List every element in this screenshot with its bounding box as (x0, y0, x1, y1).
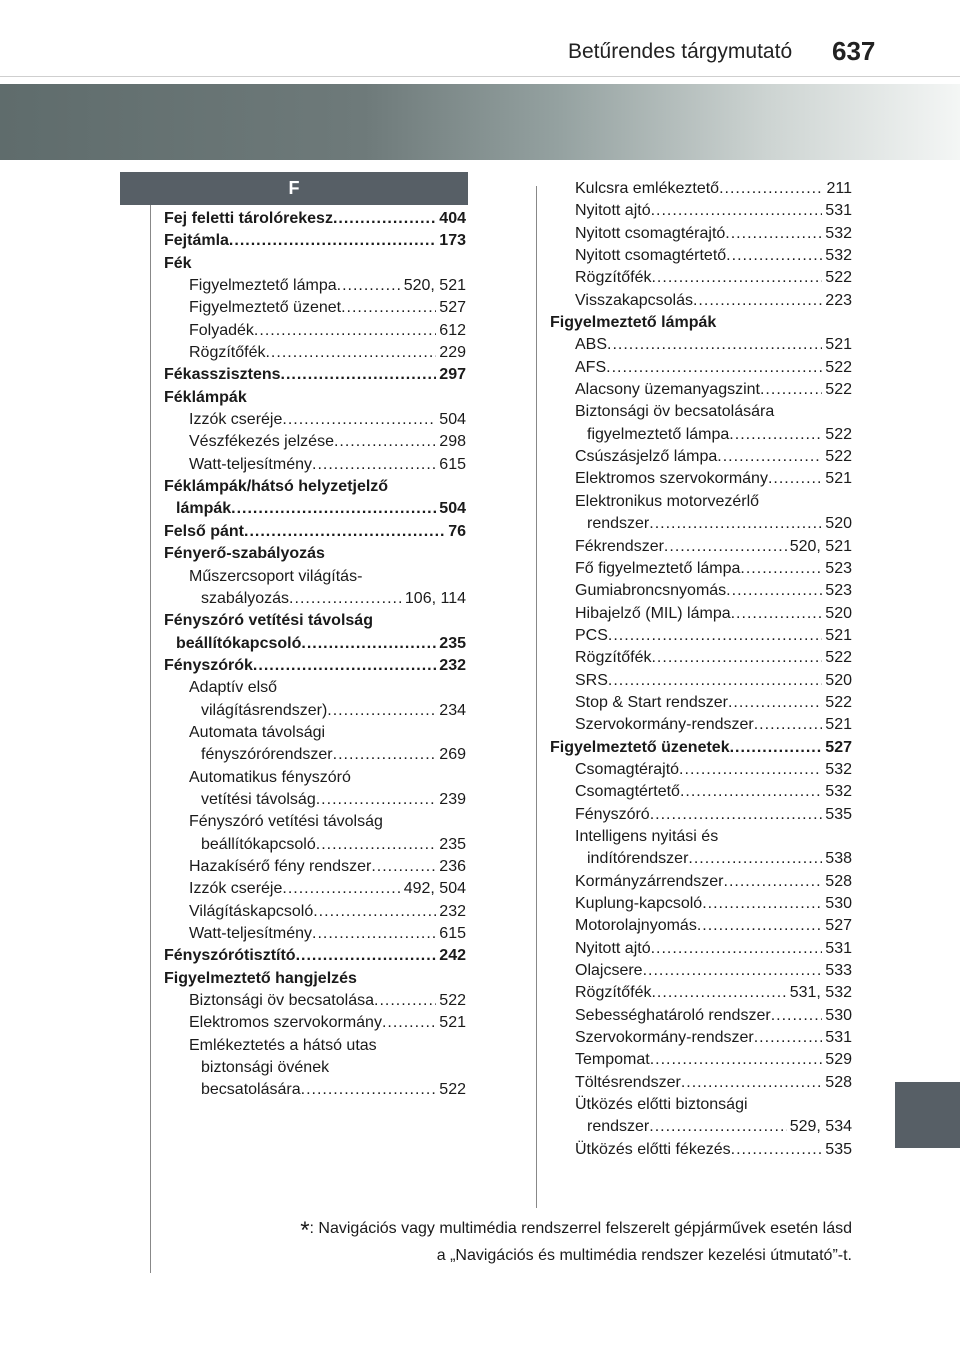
index-entry-page: 211 (823, 178, 852, 200)
index-entry-term: Biztonsági öv becsatolására (575, 403, 775, 421)
index-entry-term: Automatikus fényszóró (189, 768, 351, 786)
index-entry (164, 588, 466, 610)
index-entry-term: Hazakísérő fény rendszer ..... (189, 858, 466, 875)
index-entry-term: Rögzítőfék ..... (575, 649, 852, 666)
index-entry-page: 523 (822, 558, 852, 580)
index-entry-page: 229 (436, 342, 466, 364)
index-entry (164, 208, 466, 230)
index-entry (550, 1116, 852, 1138)
index-entry-page: 520 (822, 670, 852, 692)
index-entry-page: 528 (822, 871, 852, 893)
index-entry-term: Fékrendszer ..... (575, 538, 852, 555)
index-entry-page: 522 (822, 379, 852, 401)
index-entry (550, 759, 852, 781)
index-entry-term: Nyitott ajtó ..... (575, 202, 852, 219)
index-entry (164, 476, 466, 498)
index-entry-term: ABS ..... (575, 336, 852, 353)
index-entry (550, 468, 852, 490)
footnote-line-1 (300, 1217, 852, 1244)
index-entry-term: Gumiabroncsnyomás ..... (575, 582, 852, 599)
index-entry-term: rendszer ..... (587, 1118, 852, 1135)
index-entry (164, 610, 466, 632)
index-entry (550, 379, 852, 401)
index-entry-term: biztonsági övének (201, 1059, 330, 1077)
index-entry-term: Figyelmeztető üzenet ..... (189, 299, 466, 316)
index-entry (550, 781, 852, 803)
index-entry-term: Emlékeztetés a hátsó utas (189, 1036, 377, 1054)
index-entry-page: 531 (822, 200, 852, 222)
index-entry-term: Fényerő-szabályozás (164, 545, 325, 563)
index-entry-term: Rögzítőfék ..... (575, 269, 852, 286)
index-entry-term: beállítókapcsoló ..... (201, 836, 466, 853)
index-entry (164, 297, 466, 319)
index-entry-term: AFS ..... (575, 359, 852, 376)
index-entry (164, 230, 466, 252)
index-entry-page: 492, 504 (401, 878, 466, 900)
index-entry-page: 522 (822, 424, 852, 446)
index-entry-term: Rögzítőfék ..... (575, 984, 852, 1001)
index-entry-term: Féklámpák/hátsó helyzetjelző (164, 478, 389, 496)
index-entry-term: Hibajelző (MIL) lámpa ..... (575, 605, 852, 622)
index-entry (164, 834, 466, 856)
index-entry-term: Visszakapcsolás ..... (575, 292, 852, 309)
index-entry (550, 446, 852, 468)
index-entry-page: 521 (822, 468, 852, 490)
footnote-text-1: : Navigációs vagy multimédia rendszerrel felszerelt gépjárművek esetén lásd (309, 1220, 852, 1237)
index-entry-term: Töltésrendszer ..... (575, 1074, 852, 1091)
footnote-line-2 (437, 1247, 852, 1265)
index-entry (164, 454, 466, 476)
index-entry (550, 513, 852, 535)
index-entry (550, 334, 852, 356)
index-entry-page: 532 (822, 223, 852, 245)
index-entry-term: Figyelmeztető üzenetek ..... (550, 739, 852, 756)
index-entry-page: 520, 521 (787, 536, 852, 558)
index-entry-page: 269 (436, 744, 466, 766)
index-entry-term: lámpák ..... (176, 500, 466, 517)
index-entry-term: Figyelmeztető lámpa ..... (189, 277, 466, 294)
index-entry (550, 558, 852, 580)
index-entry-page: 232 (436, 655, 466, 677)
index-entry-page: 522 (436, 990, 466, 1012)
index-entry-page: 236 (436, 856, 466, 878)
index-entry-page: 239 (436, 789, 466, 811)
index-entry-term: Olajcsere ..... (575, 962, 852, 979)
index-entry-term: Stop & Start rendszer ..... (575, 694, 852, 711)
index-entry-term: SRS ..... (575, 672, 852, 689)
index-entry-term: PCS ..... (575, 627, 852, 644)
index-entry (164, 633, 466, 655)
index-entry-term: Szervokormány-rendszer ..... (575, 1029, 852, 1046)
index-entry-term: Csomagtérajtó ..... (575, 761, 852, 778)
index-entry-term: Figyelmeztető lámpák (550, 314, 717, 332)
index-entry-term: Figyelmeztető hangjelzés (164, 969, 357, 987)
index-entry-term: figyelmeztető lámpa ..... (587, 426, 852, 443)
index-entry-page: 530 (822, 893, 852, 915)
index-entry (550, 1049, 852, 1071)
index-entry (550, 536, 852, 558)
index-entry-term: Sebességhatároló rendszer ..... (575, 1007, 852, 1024)
index-entry (164, 901, 466, 923)
index-entry-term: Fényszóró vetítési távolság (189, 813, 383, 831)
index-entry-page: 530 (822, 1005, 852, 1027)
index-entry-page: 522 (822, 446, 852, 468)
index-entry (164, 767, 466, 789)
index-entry (164, 364, 466, 386)
index-entry (164, 275, 466, 297)
index-entry (550, 312, 852, 334)
index-entry-page: 615 (436, 923, 466, 945)
index-entry-term: beállítókapcsoló ..... (176, 635, 466, 652)
index-entry (164, 1079, 466, 1101)
index-entry-page: 234 (436, 700, 466, 722)
index-entry-page: 521 (822, 334, 852, 356)
index-entry-term: Vészfékezés jelzése ..... (189, 433, 466, 450)
index-entry (550, 670, 852, 692)
index-entry-term: Ütközés előtti fékezés ..... (575, 1141, 852, 1158)
footnote-star: * (300, 1217, 310, 1244)
index-entry-term: Watt-teljesítmény ..... (189, 925, 466, 942)
index-entry-page: 520 (822, 603, 852, 625)
index-entry-page: 529, 534 (787, 1116, 852, 1138)
index-entry (164, 968, 466, 990)
index-entry-page: 504 (436, 409, 466, 431)
index-entry (164, 1035, 466, 1057)
index-entry-page: 522 (822, 267, 852, 289)
index-entry (164, 945, 466, 967)
index-entry-term: Folyadék ..... (189, 322, 466, 339)
index-entry-page: 504 (436, 498, 466, 520)
index-column-right (550, 178, 852, 1161)
index-entry-term: Fékasszisztens ..... (164, 366, 466, 383)
index-entry (550, 737, 852, 759)
index-entry-term: Kuplung-kapcsoló ..... (575, 895, 852, 912)
index-entry-term: Csúszásjelző lámpa ..... (575, 448, 852, 465)
index-entry-term: Intelligens nyitási és (575, 827, 719, 845)
index-entry-page: 521 (822, 625, 852, 647)
index-entry-term: Izzók cseréje ..... (189, 880, 466, 897)
index-entry (164, 543, 466, 565)
index-entry (550, 290, 852, 312)
index-entry (550, 1139, 852, 1161)
index-entry-page: 522 (822, 357, 852, 379)
index-entry-page: 533 (822, 960, 852, 982)
index-entry (550, 357, 852, 379)
index-entry (550, 424, 852, 446)
index-entry-term: Nyitott ajtó ..... (575, 940, 852, 957)
index-entry-page: 532 (822, 759, 852, 781)
index-entry (164, 387, 466, 409)
index-entry-page: 522 (822, 692, 852, 714)
index-entry-term: Világításkapcsoló ..... (189, 903, 466, 920)
index-entry-term: Fényszóró vetítési távolság (164, 612, 373, 630)
index-entry-page: 235 (436, 633, 466, 655)
index-entry (550, 848, 852, 870)
index-entry-term: becsatolására ..... (201, 1081, 466, 1098)
index-entry (550, 915, 852, 937)
index-entry-term: vetítési távolság ..... (201, 791, 466, 808)
index-entry (164, 1012, 466, 1034)
index-entry (550, 692, 852, 714)
index-entry (550, 647, 852, 669)
index-entry-term: indítórendszer ..... (587, 850, 852, 867)
index-entry (164, 744, 466, 766)
index-entry (550, 603, 852, 625)
index-entry-term: Nyitott csomagtértető ..... (575, 247, 852, 264)
index-entry-page: 538 (822, 848, 852, 870)
index-entry (550, 938, 852, 960)
index-entry-term: Alacsony üzemanyagszint ..... (575, 381, 852, 398)
index-entry-term: világításrendszer) ..... (201, 702, 466, 719)
index-entry-page: 535 (822, 804, 852, 826)
index-entry-page: 232 (436, 901, 466, 923)
index-entry-page: 528 (822, 1072, 852, 1094)
index-entry-page: 235 (436, 834, 466, 856)
index-entry-term: rendszer ..... (587, 515, 852, 532)
index-entry-term: Műszercsoport világítás- (189, 567, 363, 585)
index-column-left (164, 208, 466, 1102)
index-entry (550, 1072, 852, 1094)
index-entry-page: 76 (445, 521, 466, 543)
index-entry-page: 521 (436, 1012, 466, 1034)
index-entry (164, 990, 466, 1012)
index-entry-term: Motorolajnyomás ..... (575, 917, 852, 934)
index-entry-term: Biztonsági öv becsatolása ..... (189, 992, 466, 1009)
index-entry-term: Elektronikus motorvezérlő (575, 492, 760, 510)
index-entry-page: 523 (822, 580, 852, 602)
index-entry-page: 529 (822, 1049, 852, 1071)
index-entry (550, 401, 852, 423)
index-entry (550, 223, 852, 245)
index-entry-page: 520 (822, 513, 852, 535)
index-entry-term: Fék (164, 254, 192, 272)
header-rule (0, 76, 960, 77)
left-column-rule (150, 205, 151, 1273)
index-entry-term: Fejtámla ..... (164, 232, 466, 249)
index-entry-page: 527 (822, 737, 852, 759)
index-entry (550, 1005, 852, 1027)
index-entry (550, 893, 852, 915)
index-entry-page: 297 (436, 364, 466, 386)
index-entry (550, 1027, 852, 1049)
index-entry-page: 531, 532 (787, 982, 852, 1004)
index-entry (164, 811, 466, 833)
index-entry-term: Automata távolsági (189, 723, 326, 741)
page-number: 637 (832, 36, 876, 66)
index-entry (550, 178, 852, 200)
index-entry (164, 878, 466, 900)
index-entry-term: Fej feletti tárolórekesz ..... (164, 210, 466, 227)
index-entry-term: Csomagtértető ..... (575, 783, 852, 800)
index-entry (164, 566, 466, 588)
index-entry-page: 532 (822, 781, 852, 803)
gradient-banner (0, 84, 960, 160)
index-entry (164, 521, 466, 543)
index-entry-term: Nyitott csomagtérajtó ..... (575, 225, 852, 242)
index-entry-term: Kulcsra emlékeztető ..... (575, 180, 852, 197)
index-entry-term: Adaptív első (189, 679, 278, 697)
index-entry (164, 655, 466, 677)
index-entry (550, 1094, 852, 1116)
index-entry-page: 520, 521 (401, 275, 466, 297)
index-entry-term: Izzók cseréje ..... (189, 411, 466, 428)
index-entry-term: Fényszórók ..... (164, 657, 466, 674)
index-entry (550, 871, 852, 893)
index-entry (164, 677, 466, 699)
index-entry (550, 714, 852, 736)
index-entry (550, 245, 852, 267)
index-entry-term: Ütközés előtti biztonsági (575, 1096, 748, 1114)
index-entry-term: Tempomat ..... (575, 1051, 852, 1068)
section-letter-bar: F (120, 172, 468, 205)
index-entry-page: 531 (822, 1027, 852, 1049)
index-entry (164, 253, 466, 275)
middle-column-rule (536, 186, 537, 1208)
index-entry (550, 491, 852, 513)
index-entry (164, 498, 466, 520)
index-entry-term: fényszórórendszer ..... (201, 746, 466, 763)
index-entry-term: Fő figyelmeztető lámpa ..... (575, 560, 852, 577)
index-entry-page: 531 (822, 938, 852, 960)
index-entry-term: Elektromos szervokormány ..... (189, 1014, 466, 1031)
chapter-tab-marker (895, 1082, 960, 1148)
index-entry-page: 298 (436, 431, 466, 453)
index-entry (550, 982, 852, 1004)
index-entry-page: 522 (436, 1079, 466, 1101)
index-entry (164, 409, 466, 431)
index-entry (164, 700, 466, 722)
index-entry-term: Fényszórótisztító ..... (164, 947, 466, 964)
index-entry-term: Watt-teljesítmény ..... (189, 456, 466, 473)
index-entry-term: Féklámpák (164, 388, 247, 406)
index-entry-page: 615 (436, 454, 466, 476)
index-entry-term: Kormányzárrendszer ..... (575, 873, 852, 890)
footnote-text-2: a „Navigációs és multimédia rendszer kezelési útmutató”-t. (436, 1247, 852, 1264)
index-entry-page: 521 (822, 714, 852, 736)
index-entry-page: 522 (822, 647, 852, 669)
index-entry-page: 173 (436, 230, 466, 252)
index-entry-term: Szervokormány-rendszer ..... (575, 716, 852, 733)
index-entry-page: 527 (436, 297, 466, 319)
index-entry (164, 789, 466, 811)
index-entry-term: Fényszóró ..... (575, 806, 852, 823)
index-entry-page: 242 (436, 945, 466, 967)
index-entry (164, 923, 466, 945)
index-entry (550, 625, 852, 647)
index-entry-page: 527 (822, 915, 852, 937)
index-entry (164, 320, 466, 342)
index-entry-page: 404 (436, 208, 466, 230)
index-entry-term: Elektromos szervokormány ..... (575, 470, 852, 487)
index-entry (550, 267, 852, 289)
index-entry-page: 532 (822, 245, 852, 267)
index-entry-page: 535 (822, 1139, 852, 1161)
index-entry-term: Felső pánt ..... (164, 523, 466, 540)
index-entry (164, 722, 466, 744)
index-entry (164, 431, 466, 453)
index-entry (164, 1057, 466, 1079)
index-entry-page: 106, 114 (402, 588, 466, 610)
index-entry (550, 960, 852, 982)
index-entry-term: szabályozás ..... (201, 590, 466, 607)
page-header-title: Betűrendes tárgymutató (568, 40, 793, 63)
index-entry-term: Rögzítőfék ..... (189, 344, 466, 361)
index-entry-page: 612 (436, 320, 466, 342)
index-entry-page: 223 (822, 290, 852, 312)
index-entry (164, 342, 466, 364)
index-entry (550, 580, 852, 602)
index-entry (164, 856, 466, 878)
index-entry (550, 804, 852, 826)
index-entry (550, 200, 852, 222)
index-entry (550, 826, 852, 848)
